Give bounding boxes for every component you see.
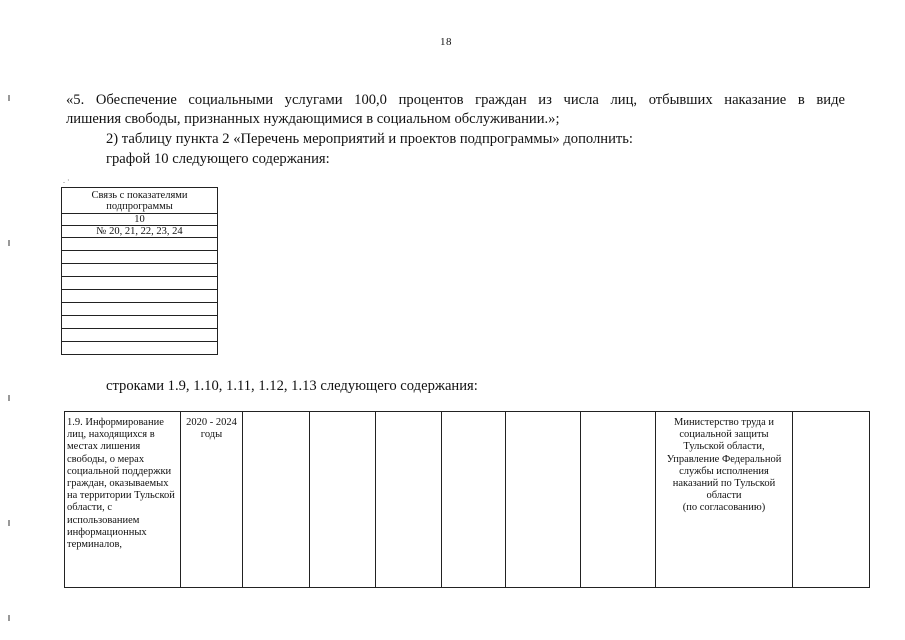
table-row [62, 342, 218, 355]
activity-cell: 1.9. Информирование лиц, находящихся в местах лишения свободы, о мерах социальной поддержки граждан, оказываемых на территории Тульской области, с использованием информационных терминалов, [65, 412, 181, 588]
page-number: 18 [440, 36, 452, 48]
margin-mark [8, 520, 10, 526]
margin-mark [8, 240, 10, 246]
table-cell [376, 412, 442, 588]
table-row [62, 277, 218, 290]
column-10-header: Связь с показателями подпрограммы [62, 188, 218, 214]
paragraph-indicator-5: «5. Обеспечение социальными услугами 100,0 процентов граждан из числа лиц, отбывших наказание в виде [66, 92, 845, 108]
table-cell [793, 412, 870, 588]
table-row [62, 264, 218, 277]
table-row [65, 412, 870, 588]
table-cell [442, 412, 506, 588]
executors-text: Министерство труда и социальной защиты Тульской области, Управление Федеральной службы исполнения наказаний по Тульской области [666, 417, 782, 502]
executors-note: (по согласованию) [682, 502, 766, 514]
paragraph-rows-intro: строками 1.9, 1.10, 1.11, 1.12, 1.13 следующего содержания: [106, 378, 478, 394]
column-10-number: 10 [62, 214, 218, 226]
margin-mark [8, 395, 10, 401]
activities-table [64, 411, 870, 588]
period-cell: 2020 - 2024 годы [181, 412, 243, 588]
paragraph-indicator-5-continuation: лишения свободы, признанных нуждающимися в социальном обслуживании.»; [66, 111, 560, 127]
paragraph-table-amendment: 2) таблицу пункта 2 «Перечень мероприятий и проектов подпрограммы» дополнить: [106, 131, 633, 147]
table-row [62, 290, 218, 303]
table-row [62, 251, 218, 264]
table-row [62, 303, 218, 316]
table-row [62, 316, 218, 329]
executors-cell [656, 412, 793, 588]
table-cell [310, 412, 376, 588]
scan-mark: . · [63, 176, 70, 185]
table-cell [581, 412, 656, 588]
table-cell [506, 412, 581, 588]
margin-mark [8, 95, 10, 101]
column-10-table [61, 187, 218, 355]
column-10-indicators: № 20, 21, 22, 23, 24 [62, 226, 218, 238]
table-row [62, 238, 218, 251]
paragraph-column-10: графой 10 следующего содержания: [106, 151, 330, 167]
table-cell [243, 412, 310, 588]
margin-mark [8, 615, 10, 621]
table-row [62, 329, 218, 342]
